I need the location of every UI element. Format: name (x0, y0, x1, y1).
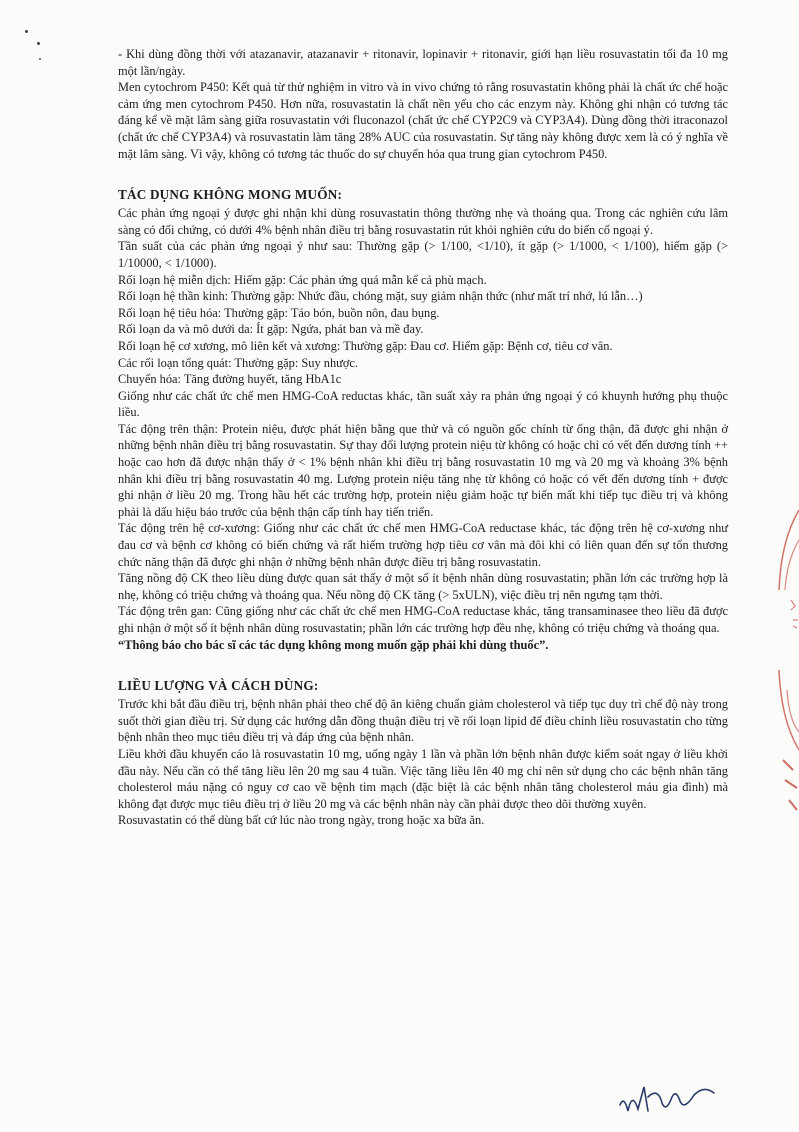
signature (614, 1075, 724, 1123)
paragraph: Các rối loạn tổng quát: Thường gặp: Suy nhược. (118, 355, 359, 370)
paragraph: Rối loạn hệ cơ xương, mô liên kết và xương: Thường gặp: Đau cơ. Hiếm gặp: Bệnh cơ, tiêu cơ vân. (118, 338, 613, 353)
stamp-fragment (773, 500, 799, 830)
adverse-effects-section (118, 186, 728, 653)
punch-mark (25, 30, 28, 33)
paragraph: Tác động trên hệ cơ-xương: Giống như các chất ức chế men HMG-CoA reductase khác, tác động trên hệ cơ-xương như đau cơ và bệnh cơ không có biến chứng và rất hiếm trường hợp tiêu cơ vân mà đôi khi có liên quan đến sự tổn thương chức năng thận đã được ghi nhận ở những bệnh nhân được điều trị bằng rosuvastatin. (118, 521, 728, 569)
paragraph: Tác động trên gan: Cũng giống như các chất ức chế men HMG-CoA reductase khác, tăng transaminasee theo liều đã được ghi nhận ở một số ít bệnh nhân dùng rosuvastatin; phần lớn các trường hợp đều nhẹ, không có triệu chứng và thoáng qua. (118, 604, 728, 635)
intro-section (118, 46, 728, 162)
paragraph: Chuyển hóa: Tăng đường huyết, tăng HbA1c (118, 372, 342, 387)
paragraph: Rối loạn da và mô dưới da: Ít gặp: Ngứa, phát ban và mề đay. (118, 322, 424, 337)
paragraph: Liều khởi đầu khuyến cáo là rosuvastatin 10 mg, uống ngày 1 lần và phần lớn bệnh nhân được kiểm soát ngay ở liều khởi đầu này. Nếu cần có thể tăng liều lên 20 mg sau 4 tuần. Việc tăng liều lên 40 mg chỉ nên sử dụng cho các bệnh nhân tăng cholesterol máu nặng có nguy cơ cao về bệnh tim mạch (đặc biệt là các bệnh nhân tăng cholesterol máu gia đình) mà không đạt được mục tiêu điều trị ở liều 20 mg và các bệnh nhân này cần phải được theo dõi thường xuyên. (118, 746, 728, 811)
section-heading: TÁC DỤNG KHÔNG MONG MUỐN: (118, 187, 343, 203)
document-body (118, 46, 728, 829)
paragraph: - Khi dùng đồng thời với atazanavir, atazanavir + ritonavir, lopinavir + ritonavir, giới hạn liều rosuvastatin tối đa 10 mg một lần/ngày. (118, 47, 728, 78)
punch-mark (37, 42, 40, 45)
report-notice: “Thông báo cho bác sĩ các tác dụng không mong muốn gặp phải khi dùng thuốc”. (118, 637, 549, 652)
paragraph: Các phản ứng ngoại ý được ghi nhận khi dùng rosuvastatin thông thường nhẹ và thoáng qua. Trong các nghiên cứu lâm sàng có đối chứng, có dưới 4% bệnh nhân điều trị bằng rosuvastatin rút khỏi nghiên cứu do biến cố ngoại ý. (118, 206, 728, 237)
paragraph: Tăng nồng độ CK theo liều dùng được quan sát thấy ở một số ít bệnh nhân dùng rosuvastatin; phần lớn các trường hợp là nhẹ, không có triệu chứng và thoáng qua. Nếu nồng độ CK tăng (> 5xULN), việc điều trị nên ngưng tạm thời. (118, 571, 728, 602)
punch-mark (39, 58, 41, 60)
paragraph: Giống như các chất ức chế men HMG-CoA reductas khác, tần suất xảy ra phản ứng ngoại ý có khuynh hướng phụ thuộc liều. (118, 388, 728, 420)
paragraph: Men cytochrom P450: Kết quả từ thử nghiệm in vitro và in vivo chứng tỏ rằng rosuvastatin không phải là chất ức chế hoặc cảm ứng men cytochrom P450. Hơn nữa, rosuvastatin là chất nền yếu cho các enzym này. Không ghi nhận có tương tác đáng kể về mặt lâm sàng giữa rosuvastatin với fluconazol (chất ức chế CYP2C9 và CYP3A4). Dùng đồng thời itraconazol (chất ức chế CYP3A4) và rosuvastatin làm tăng 28% AUC của rosuvastatin. Sự tăng này không được xem là có ý nghĩa về mặt lâm sàng. Vì vậy, không có tương tác thuốc do sự chuyển hóa qua trung gian cytochrom P450. (118, 80, 728, 161)
paragraph: Tác động trên thận: Protein niệu, được phát hiện bằng que thử và có nguồn gốc chính từ ống thận, đã được ghi nhận ở những bệnh nhân điều trị bằng rosuvastatin. Sự thay đổi lượng protein niệu từ không có hoặc chỉ có vết đến dương tính ++ hoặc cao hơn đã được nhận thấy ở < 1% bệnh nhân khi điều trị bằng rosuvastatin 10 mg và 20 mg và khoảng 3% bệnh nhân khi điều trị bằng rosuvastatin 40 mg. Lượng protein niệu tăng nhẹ từ không có hoặc có vết đến dương tính + được ghi nhận ở liều 20 mg. Trong hầu hết các trường hợp, protein niệu giảm hoặc tự biến mất khi tiếp tục điều trị và không phải là dấu hiệu báo trước của bệnh thận cấp tính hay tiến triển. (118, 421, 728, 519)
paragraph: Rối loạn hệ thần kinh: Thường gặp: Nhức đầu, chóng mặt, suy giảm nhận thức (như mất trí nhớ, lú lẫn…) (118, 289, 643, 304)
paragraph: Trước khi bắt đầu điều trị, bệnh nhân phải theo chế độ ăn kiêng chuẩn giảm cholesterol và tiếp tục duy trì chế độ này trong suốt thời gian điều trị. Sử dụng các hướng dẫn đồng thuận điều trị về rối loạn lipid để điều chỉnh liều rosuvastatin cho từng bệnh nhân theo mục tiêu điều trị và đáp ứng của bệnh nhân. (118, 697, 728, 745)
paragraph: Rosuvastatin có thể dùng bất cứ lúc nào trong ngày, trong hoặc xa bữa ăn. (118, 813, 485, 828)
dosage-section (118, 677, 728, 829)
paragraph: Rối loạn hệ miễn dịch: Hiếm gặp: Các phản ứng quá mẫn kể cả phù mạch. (118, 272, 487, 287)
section-heading: LIỀU LƯỢNG VÀ CÁCH DÙNG: (118, 678, 319, 694)
paragraph: Rối loạn hệ tiêu hóa: Thường gặp: Táo bón, buồn nôn, đau bụng. (118, 305, 440, 320)
paragraph: Tần suất của các phản ứng ngoại ý như sau: Thường gặp (> 1/100, <1/10), ít gặp (> 1/1000, < 1/100), hiếm gặp (> 1/10000, < 1/1000). (118, 239, 728, 270)
